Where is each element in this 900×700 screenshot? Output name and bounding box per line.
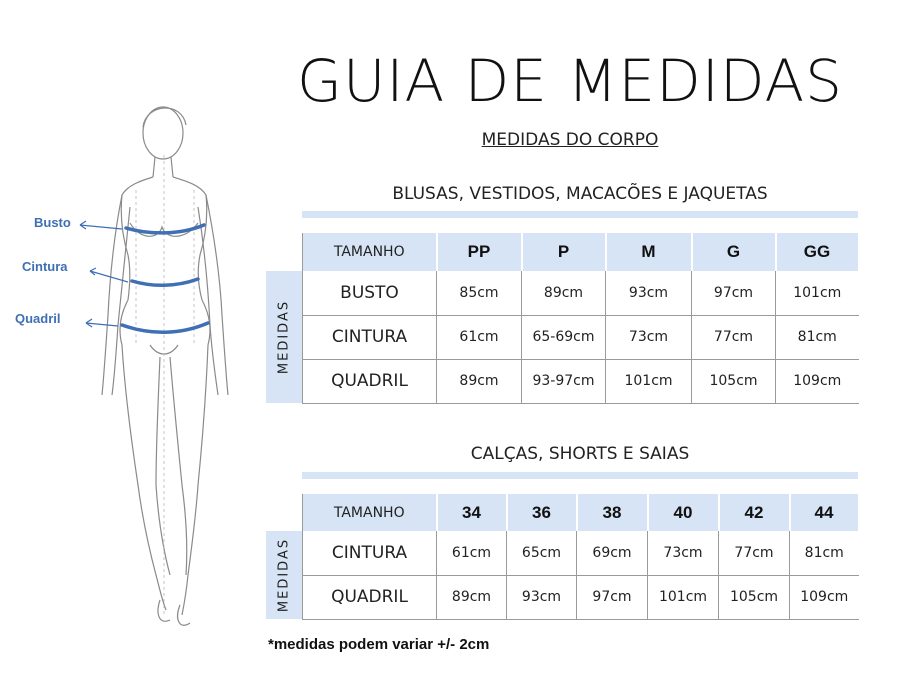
table-cell: 101cm — [776, 271, 859, 315]
table-cell: 81cm — [790, 531, 859, 575]
figure-label-quadril: Quadril — [15, 311, 61, 326]
figure-label-cintura: Cintura — [22, 259, 68, 274]
size-header: 42 — [719, 494, 790, 531]
size-table-tops — [302, 233, 860, 404]
table-cell: 101cm — [648, 575, 719, 619]
table-cell: 65-69cm — [522, 315, 606, 359]
table-cell: 81cm — [776, 315, 859, 359]
table-cell: 97cm — [577, 575, 648, 619]
size-table-bottoms — [302, 494, 860, 620]
table-cell: 93cm — [507, 575, 577, 619]
table-row — [303, 575, 859, 619]
table-cell: 101cm — [606, 359, 692, 403]
row-label: QUADRIL — [303, 575, 437, 619]
table-cell: 105cm — [719, 575, 790, 619]
table-cell: 89cm — [522, 271, 606, 315]
table-row — [303, 315, 859, 359]
size-header: M — [606, 233, 692, 271]
table-cell: 65cm — [507, 531, 577, 575]
side-label-medidas-tops — [266, 271, 302, 403]
size-header: 34 — [437, 494, 507, 531]
size-header: 38 — [577, 494, 648, 531]
row-label: QUADRIL — [303, 359, 437, 403]
table-cell: 77cm — [692, 315, 776, 359]
size-header: 40 — [648, 494, 719, 531]
table-cell: 109cm — [776, 359, 859, 403]
section-band-tops — [302, 211, 858, 218]
table-cell: 73cm — [648, 531, 719, 575]
table-row — [303, 531, 859, 575]
size-header: P — [522, 233, 606, 271]
header-label: TAMANHO — [303, 494, 437, 531]
footnote: *medidas podem variar +/- 2cm — [268, 636, 490, 653]
size-header: 44 — [790, 494, 859, 531]
table-cell: 89cm — [437, 359, 522, 403]
table-cell: 77cm — [719, 531, 790, 575]
table-cell: 97cm — [692, 271, 776, 315]
side-label-medidas-bottoms — [266, 531, 302, 619]
table-cell: 105cm — [692, 359, 776, 403]
table-row — [303, 271, 859, 315]
side-label-text: MEDIDAS — [276, 299, 292, 375]
body-figure-icon — [10, 95, 260, 635]
table-cell: 89cm — [437, 575, 507, 619]
table-cell: 85cm — [437, 271, 522, 315]
table-header-row — [303, 233, 859, 271]
table-cell: 69cm — [577, 531, 648, 575]
table-cell: 61cm — [437, 531, 507, 575]
row-label: CINTURA — [303, 315, 437, 359]
table-header-row — [303, 494, 859, 531]
row-label: CINTURA — [303, 531, 437, 575]
table-cell: 109cm — [790, 575, 859, 619]
size-header: PP — [437, 233, 522, 271]
table-row — [303, 359, 859, 403]
row-label: BUSTO — [303, 271, 437, 315]
page-title: GUIA DE MEDIDAS — [297, 47, 843, 115]
size-header: G — [692, 233, 776, 271]
table-cell: 93-97cm — [522, 359, 606, 403]
table-cell: 73cm — [606, 315, 692, 359]
section-title-tops: BLUSAS, VESTIDOS, MACACÕES E JAQUETAS — [392, 184, 768, 204]
side-label-text: MEDIDAS — [276, 537, 292, 613]
section-title-bottoms: CALÇAS, SHORTS E SAIAS — [470, 444, 690, 464]
body-figure-illustration — [10, 95, 260, 635]
size-header: GG — [776, 233, 859, 271]
table-cell: 93cm — [606, 271, 692, 315]
header-label: TAMANHO — [303, 233, 437, 271]
figure-label-busto: Busto — [34, 215, 71, 230]
page-subtitle: MEDIDAS DO CORPO — [481, 130, 659, 150]
table-cell: 61cm — [437, 315, 522, 359]
section-band-bottoms — [302, 472, 858, 479]
size-header: 36 — [507, 494, 577, 531]
